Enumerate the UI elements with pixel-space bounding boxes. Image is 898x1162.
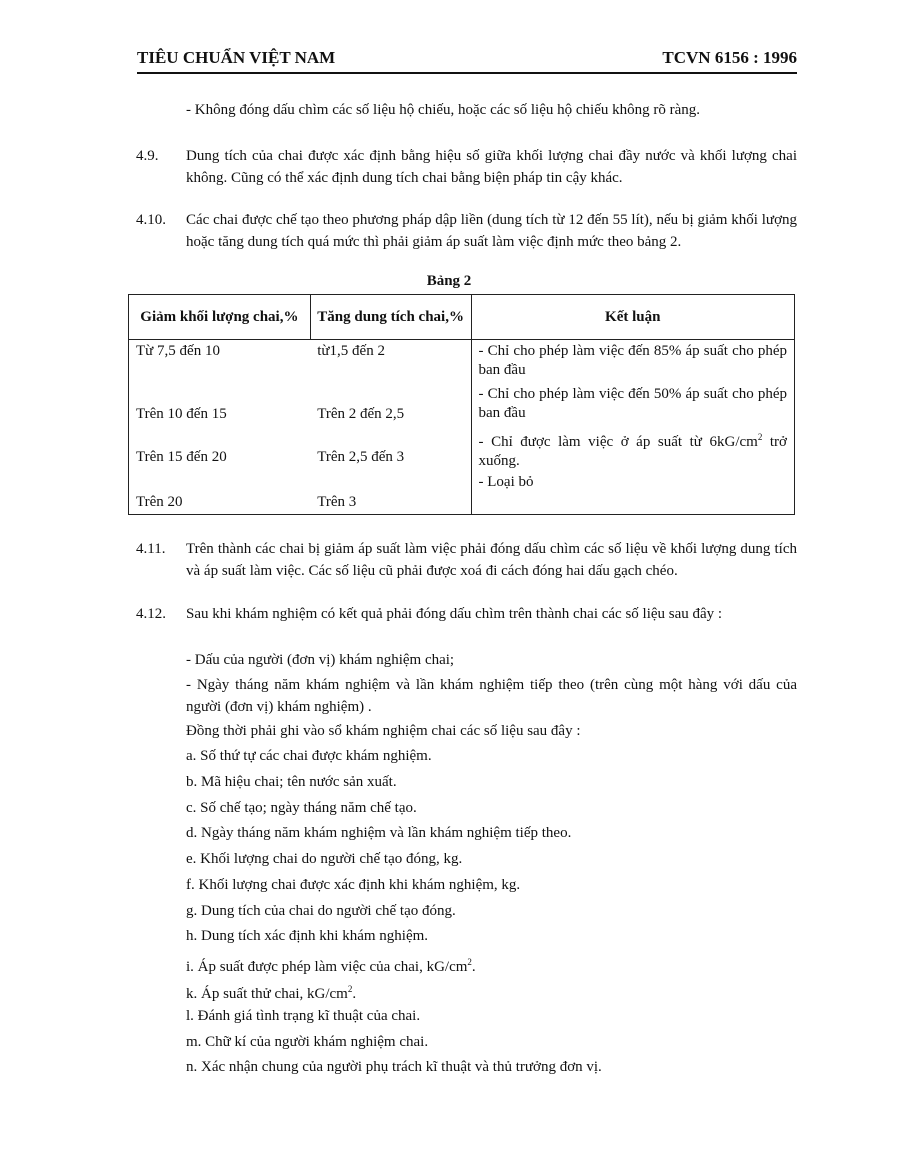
item-text-4-9: Dung tích của chai được xác định bằng hiệu số giữa khối lượng chai đầy nước và khối lượng chai không. Cũng có thể xác định dung tích chai bằng biện pháp tin cậy khác. xyxy=(186,148,797,186)
header-standard-name: TIÊU CHUẨN VIỆT NAM xyxy=(137,48,336,67)
cell-conclusion: - Loại bỏ xyxy=(471,471,794,515)
cell-mass: Từ 7,5 đến 10 xyxy=(129,340,311,384)
cell-volume xyxy=(310,471,471,515)
bullet-stamp: - Dấu của người (đơn vị) khám nghiệm chai; xyxy=(186,652,455,668)
table-caption: Bảng 2 xyxy=(426,273,472,289)
cell-mass-text: Trên 20 xyxy=(136,494,183,510)
table-row xyxy=(129,383,795,426)
cell-volume xyxy=(310,426,471,471)
record-item-l: l. Đánh giá tình trạng kĩ thuật của chai. xyxy=(186,1008,421,1024)
record-item-c: c. Số chế tạo; ngày tháng năm chế tạo. xyxy=(186,800,417,816)
item-number-4-12: 4.12. xyxy=(136,606,166,622)
record-item-i-text: i. Áp suất được phép làm việc của chai, kG/cm xyxy=(186,959,468,975)
item-number-4-9: 4.9. xyxy=(136,148,159,164)
table-row xyxy=(129,471,795,515)
record-item-n: n. Xác nhận chung của người phụ trách kĩ thuật và thủ trưởng đơn vị. xyxy=(186,1059,602,1075)
cell-mass xyxy=(129,426,311,471)
cell-conclusion-tail: trở xuống. xyxy=(478,434,787,469)
header-volume-increase: Tăng dung tích chai,% xyxy=(310,295,471,340)
cell-volume-text: Trên 2,5 đến 3 xyxy=(317,449,405,465)
intro-bullet: - Không đóng dấu chìm các số liệu hộ chiếu, hoặc các số liệu hộ chiếu không rõ ràng. xyxy=(186,102,701,118)
record-intro: Đồng thời phải ghi vào sổ khám nghiệm chai các số liệu sau đây : xyxy=(186,723,581,739)
page-header xyxy=(137,46,797,74)
superscript: 2 xyxy=(757,432,763,442)
bullet-date: - Ngày tháng năm khám nghiệm và lần khám nghiệm tiếp theo (trên cùng một hàng với dấu của người (đơn vị) khám nghiệm) . xyxy=(186,677,797,715)
record-item-k xyxy=(186,978,356,1005)
table-header-row xyxy=(129,295,795,340)
header-mass-reduction: Giảm khối lượng chai,% xyxy=(129,295,311,340)
item-number-4-11: 4.11. xyxy=(136,541,166,557)
table-row xyxy=(129,426,795,471)
record-item-b: b. Mã hiệu chai; tên nước sản xuất. xyxy=(186,774,397,790)
record-item-e: e. Khối lượng chai do người chế tạo đóng, kg. xyxy=(186,851,463,867)
record-item-k-text: k. Áp suất thử chai, kG/cm xyxy=(186,986,348,1002)
record-item-i xyxy=(186,951,476,978)
item-number-4-10: 4.10. xyxy=(136,212,166,228)
item-text-4-10: Các chai được chế tạo theo phương pháp dập liền (dung tích từ 12 đến 55 lít), nếu bị giảm khối lượng hoặc tăng dung tích quá mức thì phải giảm áp suất làm việc định mức theo bảng 2. xyxy=(186,212,797,250)
cell-volume-text: Trên 3 xyxy=(317,494,357,510)
cell-volume-text: Trên 2 đến 2,5 xyxy=(317,406,405,422)
record-item-d: d. Ngày tháng năm khám nghiệm và lần khám nghiệm tiếp theo. xyxy=(186,825,572,841)
record-item-g: g. Dung tích của chai do người chế tạo đóng. xyxy=(186,903,456,919)
period: . xyxy=(471,959,476,975)
superscript: 2 xyxy=(347,984,353,994)
table-2 xyxy=(128,294,795,515)
cell-mass-text: Trên 15 đến 20 xyxy=(136,449,227,465)
superscript: 2 xyxy=(467,957,472,967)
record-item-f: f. Khối lượng chai được xác định khi khám nghiệm, kg. xyxy=(186,877,521,893)
cell-mass xyxy=(129,383,311,426)
item-text-4-11: Trên thành các chai bị giảm áp suất làm việc phải đóng dấu chìm các số liệu về khối lượng dung tích và áp suất làm việc. Các số liệu cũ phải được xoá đi cách đóng hai dấu gạch chéo. xyxy=(186,541,797,579)
item-text-4-12: Sau khi khám nghiệm có kết quả phải đóng dấu chìm trên thành chai các số liệu sau đây : xyxy=(186,606,723,622)
header-standard-code: TCVN 6156 : 1996 xyxy=(662,48,797,67)
cell-conclusion-text: - Chỉ được làm việc ở áp suất từ 6kG/cm xyxy=(478,434,758,450)
cell-conclusion: - Chỉ cho phép làm việc đến 50% áp suất cho phép ban đầu xyxy=(471,383,794,426)
record-item-m: m. Chữ kí của người khám nghiệm chai. xyxy=(186,1034,429,1050)
cell-volume: từ1,5 đến 2 xyxy=(317,343,385,359)
table-row xyxy=(129,340,795,384)
cell-volume xyxy=(310,383,471,426)
record-item-a: a. Số thứ tự các chai được khám nghiệm. xyxy=(186,748,432,764)
cell-conclusion xyxy=(471,426,794,471)
cell-mass-text: Trên 10 đến 15 xyxy=(136,406,227,422)
cell-mass xyxy=(129,471,311,515)
record-item-h: h. Dung tích xác định khi khám nghiệm. xyxy=(186,928,429,944)
header-conclusion: Kết luận xyxy=(471,295,794,340)
cell-conclusion: - Chỉ cho phép làm việc đến 85% áp suất cho phép ban đầu xyxy=(471,340,794,384)
period: . xyxy=(352,986,357,1002)
